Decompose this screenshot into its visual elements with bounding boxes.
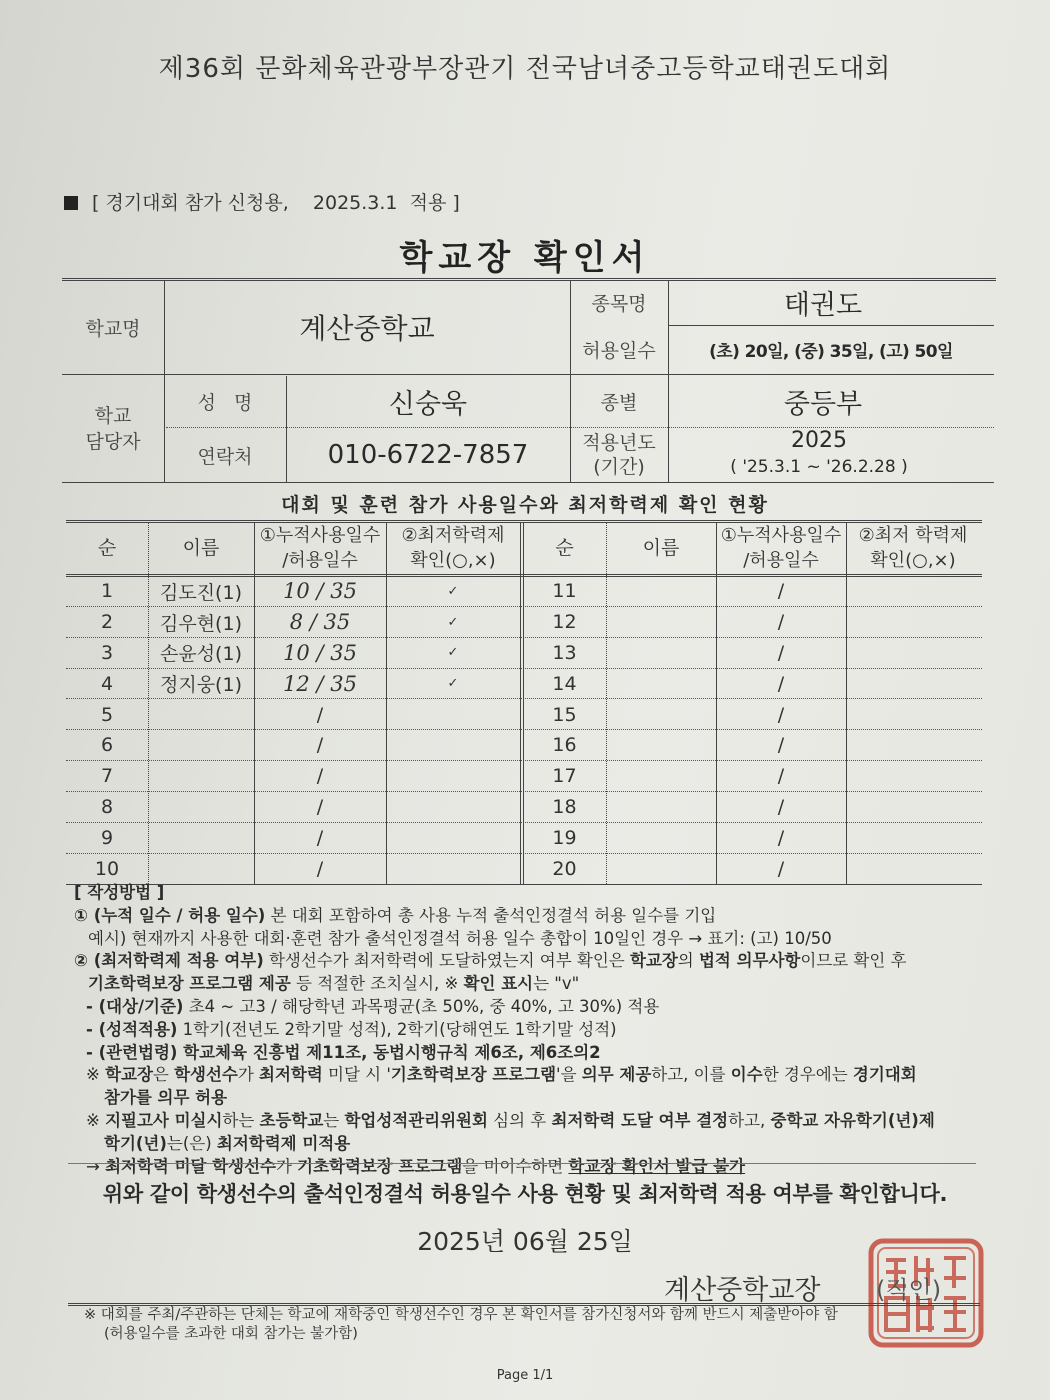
used-days: /	[777, 734, 785, 757]
footer-note: ※ 대회를 주최/주관하는 단체는 학교에 재학중인 학생선수인 경우 본 확인서를 참가신청서와 함께 반드시 제출받아야 함 (허용일수를 초과한 대회 참가는 불가함)	[84, 1307, 838, 1342]
col-days-left: ①누적사용일수 /허용일수	[259, 525, 381, 571]
instruction-note-2-cont: 학기(년)는(은) 최저학력제 미적용	[104, 1133, 351, 1153]
student-name: 손윤성(1)	[160, 643, 242, 666]
sport-label: 종목명	[591, 293, 647, 315]
used-days: /	[316, 765, 324, 788]
instruction-item-2: ② (최저학력제 적용 여부) 학생선수가 최저학력에 도달하였는지 여부 확인은 학교장의 법적 의무사항이므로 확인 후	[74, 951, 907, 971]
col-name-left: 이름	[182, 536, 220, 559]
instruction-law: - (관련법령) 학교체육 진흥법 제11조, 동법시행규칙 제6조, 제6조의2	[86, 1042, 601, 1062]
name-value: 신숭욱	[388, 389, 468, 420]
instruction-target: - (대상/기준) 초4 ~ 고3 / 해당학년 과목평균(초 50%, 중 40%, 고 30%) 적용	[86, 996, 660, 1016]
row-number: 10	[94, 857, 120, 880]
row-number: 13	[552, 641, 577, 664]
square-bullet-icon	[64, 196, 78, 210]
min-academic-check	[386, 822, 520, 853]
row-number: 15	[552, 703, 577, 726]
student-name	[606, 668, 716, 699]
min-academic-check: ✓	[447, 645, 459, 661]
used-days: /	[777, 703, 785, 726]
used-days: /	[777, 641, 785, 664]
min-academic-check	[386, 792, 520, 823]
student-name	[606, 822, 716, 853]
col-check-right: ②최저 학력제 확인(○,×)	[858, 525, 968, 571]
school-label: 학교명	[85, 317, 141, 340]
instruction-note-1-cont: 참가를 의무 허용	[104, 1088, 228, 1108]
col-days-right: ①누적사용일수 /허용일수	[720, 525, 842, 571]
min-academic-check: ✓	[447, 676, 459, 692]
used-days: /	[777, 857, 785, 880]
student-name	[606, 699, 716, 730]
issue-date: 2025년 06월 25일	[417, 1227, 633, 1256]
min-academic-check	[846, 853, 980, 884]
sport-value: 태권도	[783, 290, 863, 321]
division-label: 종별	[600, 392, 638, 414]
application-note: [ 경기대회 참가 신청용, 2025.3.1 적용 ]	[64, 188, 460, 215]
instructions-section	[74, 882, 984, 1178]
student-name	[148, 761, 254, 792]
student-name: 정지웅(1)	[160, 674, 242, 697]
school-value: 계산중학교	[299, 312, 435, 345]
usage-table-heading: 대회 및 훈련 참가 사용일수와 최저학력제 확인 현황	[281, 494, 769, 516]
instruction-example: 예시) 현재까지 사용한 대회·훈련 참가 출석인정결석 허용 일수 총합이 10일인 경우 → 표기: (고) 10/50	[88, 928, 832, 948]
period-value: ( '25.3.1 ~ '26.2.28 )	[730, 457, 908, 477]
row-number: 7	[100, 765, 114, 788]
row-number: 19	[552, 826, 577, 849]
student-name: 김도진(1)	[160, 581, 242, 604]
row-number: 1	[100, 580, 114, 603]
instruction-arrow-note: → 최저학력 미달 학생선수가 기초학력보장 프로그램을 미이수하면 학교장 확인서 발급 불가	[86, 1156, 746, 1176]
row-number: 12	[552, 611, 577, 634]
used-days: /	[316, 857, 324, 880]
instruction-item-2-cont: 기초학력보장 프로그램 제공 등 적절한 조치실시, ※ 확인 표시는 "v"	[88, 974, 580, 994]
col-no-left: 순	[97, 536, 117, 559]
row-number: 16	[552, 734, 577, 757]
instruction-note-2: ※ 지필고사 미실시하는 초등학교는 학업성적관리위원회 심의 후 최저학력 도달 여부 결정하고, 중학교 자유학기(년)제	[86, 1110, 935, 1130]
row-number: 8	[100, 795, 114, 818]
used-days: 10 / 35	[283, 579, 357, 604]
min-academic-check	[386, 853, 520, 884]
division-value: 중등부	[783, 389, 863, 420]
row-number: 6	[100, 734, 114, 757]
seal-text: (직인)	[876, 1276, 942, 1304]
year-label: 적용년도 (기간)	[582, 432, 656, 478]
row-number: 11	[552, 580, 577, 603]
min-academic-check	[846, 822, 980, 853]
student-name	[606, 853, 716, 884]
min-academic-check	[846, 607, 980, 638]
min-academic-check	[846, 576, 980, 607]
allowed-days-value: (초) 20일, (중) 35일, (고) 50일	[709, 342, 953, 362]
student-name: 김우현(1)	[160, 612, 242, 635]
student-name	[606, 607, 716, 638]
manager-label: 학교 담당자	[85, 405, 141, 453]
document-title: 학교장 확인서	[399, 238, 651, 278]
used-days: 12 / 35	[283, 671, 357, 696]
row-number: 14	[552, 672, 577, 695]
student-name	[148, 853, 254, 884]
year-value: 2025	[791, 428, 847, 453]
event-title: 제36회 문화체육관광부장관기 전국남녀중고등학교태권도대회	[158, 54, 892, 84]
student-name	[606, 761, 716, 792]
col-name-right: 이름	[642, 536, 680, 559]
row-number: 5	[100, 703, 114, 726]
used-days: /	[316, 703, 324, 726]
used-days: /	[316, 734, 324, 757]
instruction-item-1: ① (누적 일수 / 허용 일수) 본 대회 포함하여 총 사용 누적 출석인정결석 허용 일수를 기입	[74, 905, 717, 925]
principal-name: 계산중학교장	[664, 1275, 821, 1306]
student-name	[148, 822, 254, 853]
row-number: 9	[100, 826, 114, 849]
min-academic-check	[386, 730, 520, 761]
min-academic-check	[846, 792, 980, 823]
row-number: 20	[552, 857, 577, 880]
used-days: 10 / 35	[283, 640, 357, 665]
used-days: /	[777, 826, 785, 849]
instructions-title: [ 작성방법 ]	[74, 883, 165, 902]
student-name	[606, 730, 716, 761]
student-name	[148, 792, 254, 823]
used-days: /	[777, 611, 785, 634]
used-days: /	[777, 672, 785, 695]
student-name	[606, 792, 716, 823]
min-academic-check	[846, 761, 980, 792]
row-number: 3	[100, 641, 114, 664]
used-days: /	[316, 795, 324, 818]
used-days: 8 / 35	[289, 610, 351, 635]
row-number: 17	[552, 765, 577, 788]
row-number: 4	[100, 672, 114, 695]
min-academic-check	[846, 638, 980, 669]
min-academic-check	[846, 668, 980, 699]
min-academic-check	[386, 699, 520, 730]
student-name	[606, 638, 716, 669]
min-academic-check	[846, 699, 980, 730]
instruction-grade: - (성적적용) 1학기(전년도 2학기말 성적), 2학기(당해연도 1학기말 성적)	[86, 1019, 617, 1039]
min-academic-check	[386, 761, 520, 792]
contact-value: 010-6722-7857	[327, 440, 529, 470]
contact-label: 연락처	[197, 445, 253, 468]
min-academic-check	[846, 730, 980, 761]
name-label: 성 명	[197, 392, 253, 414]
used-days: /	[777, 580, 785, 603]
allowed-days-label: 허용일수	[582, 340, 656, 362]
min-academic-check: ✓	[447, 614, 459, 630]
used-days: /	[777, 795, 785, 818]
col-check-left: ②최저학력제 확인(○,×)	[401, 525, 505, 571]
student-name	[606, 576, 716, 607]
row-number: 2	[100, 611, 114, 634]
min-academic-check: ✓	[447, 583, 459, 599]
confirmation-statement: 위와 같이 학생선수의 출석인정결석 허용일수 사용 현황 및 최저학력 적용 여부를 확인합니다.	[102, 1182, 948, 1206]
page-number: Page 1/1	[496, 1368, 554, 1383]
student-name	[148, 730, 254, 761]
used-days: /	[777, 765, 785, 788]
used-days: /	[316, 826, 324, 849]
instruction-note-1: ※ 학교장은 학생선수가 최저학력 미달 시 '기초학력보장 프로그램'을 의무 제공하고, 이를 이수한 경우에는 경기대회	[86, 1065, 917, 1085]
student-name	[148, 699, 254, 730]
row-number: 18	[552, 795, 577, 818]
col-no-right: 순	[555, 536, 574, 559]
